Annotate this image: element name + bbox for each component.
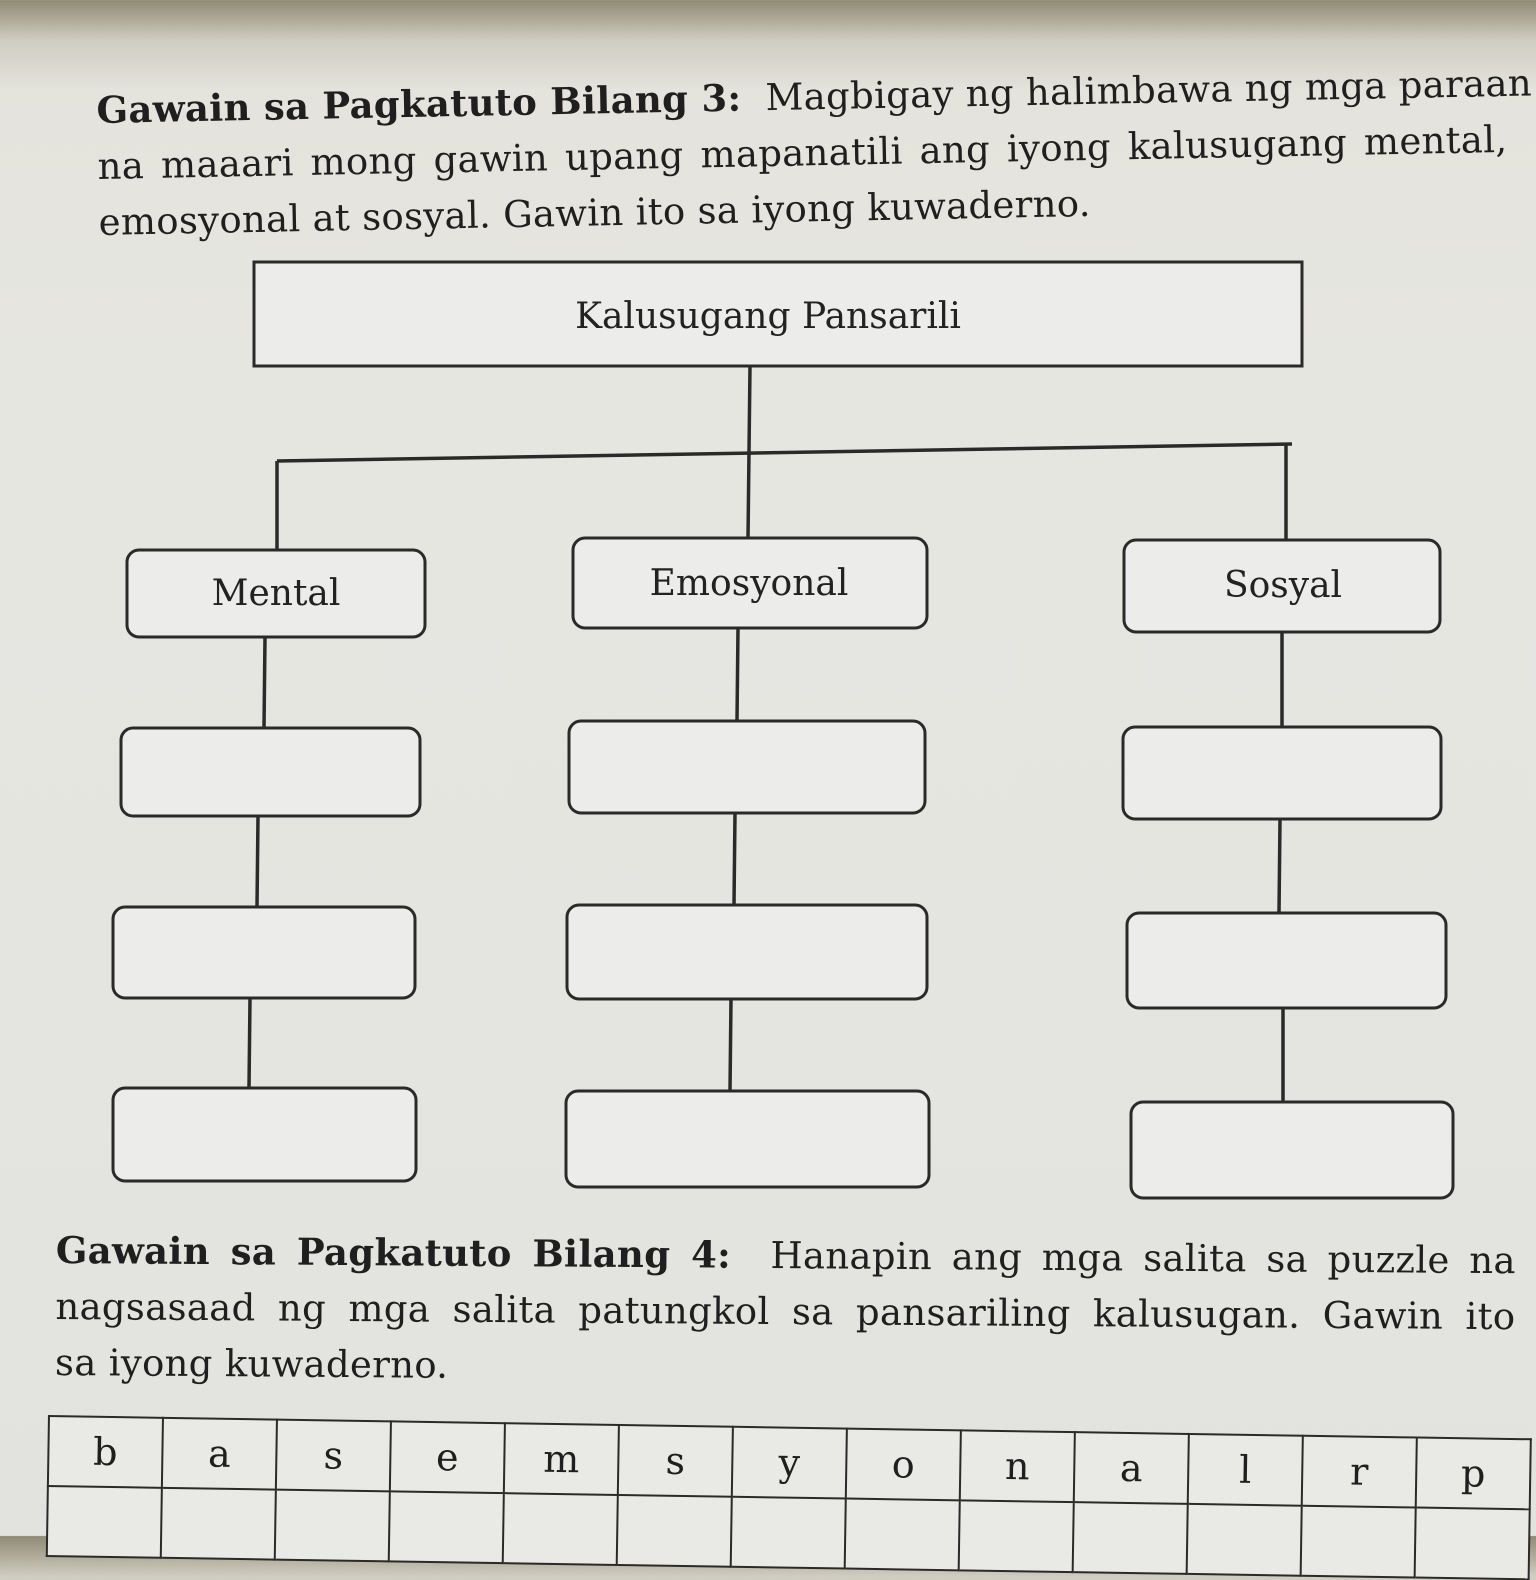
puzzle-cell-cropped[interactable] — [1073, 1502, 1188, 1574]
sosyal-answer-box-1[interactable] — [1123, 727, 1441, 819]
emosyonal-answer-box-1[interactable] — [569, 721, 925, 813]
puzzle-cell[interactable]: l — [1188, 1434, 1303, 1506]
puzzle-cell-cropped[interactable] — [617, 1495, 732, 1567]
puzzle-cell[interactable]: n — [960, 1430, 1075, 1502]
emosyonal-connector-1 — [737, 628, 738, 721]
puzzle-cell-cropped[interactable] — [275, 1490, 390, 1562]
activity-3-line-2: na maaari mong gawin upang mapanatili ang iyong kalusugang mental, — [97, 117, 1508, 188]
category-label-sosyal: Sosyal — [1223, 565, 1343, 606]
branch-connector — [277, 444, 1292, 461]
activity-3-heading: Gawain sa Pagkatuto Bilang 3: — [96, 75, 742, 132]
mental-answer-box-3[interactable] — [113, 1088, 416, 1181]
puzzle-cell[interactable]: o — [846, 1429, 961, 1501]
puzzle-cell-cropped[interactable] — [1415, 1507, 1530, 1579]
mental-connector-3 — [249, 998, 250, 1088]
puzzle-cell[interactable]: p — [1416, 1438, 1531, 1510]
puzzle-cell-cropped[interactable] — [503, 1493, 618, 1565]
puzzle-cell-cropped[interactable] — [731, 1497, 846, 1569]
puzzle-cell[interactable]: a — [162, 1418, 277, 1490]
puzzle-cell-cropped[interactable] — [1301, 1506, 1416, 1578]
word-search-puzzle — [46, 1415, 1532, 1580]
mental-connector-2 — [257, 816, 258, 907]
activity-4-line-2: nagsasaad ng mga salita patungkol sa pansariling kalusugan. Gawin ito — [55, 1284, 1516, 1339]
sosyal-answer-box-3[interactable] — [1131, 1102, 1453, 1198]
activity-4-instructions — [55, 1222, 1516, 1401]
mental-answer-box-1[interactable] — [121, 728, 420, 816]
category-label-emosyonal: Emosyonal — [649, 563, 849, 604]
activity-3-line-3: emosyonal at sosyal. Gawin ito sa iyong kuwaderno. — [98, 181, 1092, 244]
puzzle-cell-cropped[interactable] — [389, 1491, 504, 1563]
category-label-mental: Mental — [211, 573, 341, 614]
emosyonal-answer-box-2[interactable] — [567, 905, 927, 999]
sosyal-connector-2 — [1279, 819, 1280, 913]
puzzle-cell[interactable]: s — [618, 1425, 733, 1497]
puzzle-cell[interactable]: b — [48, 1416, 163, 1488]
emosyonal-connector-2 — [734, 813, 735, 905]
mental-answer-box-2[interactable] — [113, 907, 415, 998]
puzzle-cell[interactable]: y — [732, 1427, 847, 1499]
puzzle-cell[interactable]: s — [276, 1420, 391, 1492]
puzzle-cell-cropped[interactable] — [47, 1486, 162, 1558]
mental-connector-1 — [264, 637, 265, 728]
puzzle-cell-cropped[interactable] — [161, 1488, 276, 1560]
puzzle-cell[interactable]: m — [504, 1423, 619, 1495]
puzzle-cell-cropped[interactable] — [1187, 1504, 1302, 1576]
puzzle-cell[interactable]: a — [1074, 1432, 1189, 1504]
puzzle-cell[interactable]: r — [1302, 1436, 1417, 1508]
activity-3-line-1: Gawain sa Pagkatuto Bilang 3: Magbigay ng halimbawa ng mga paraan — [96, 61, 1533, 132]
puzzle-cell-cropped[interactable] — [845, 1499, 960, 1571]
puzzle-cell[interactable]: e — [390, 1421, 505, 1493]
activity-4-line-1: Gawain sa Pagkatuto Bilang 4: Hanapin ang mga salita sa puzzle na — [55, 1227, 1516, 1283]
activity-4-heading: Gawain sa Pagkatuto Bilang 4: — [55, 1227, 732, 1277]
emosyonal-answer-box-3[interactable] — [566, 1091, 929, 1187]
root-label: Kalusugang Pansarili — [575, 296, 961, 337]
puzzle-cell-cropped[interactable] — [959, 1500, 1074, 1572]
sosyal-answer-box-2[interactable] — [1127, 913, 1446, 1008]
emosyonal-connector-3 — [730, 999, 731, 1091]
activity-4-line-3: sa iyong kuwaderno. — [54, 1340, 449, 1387]
